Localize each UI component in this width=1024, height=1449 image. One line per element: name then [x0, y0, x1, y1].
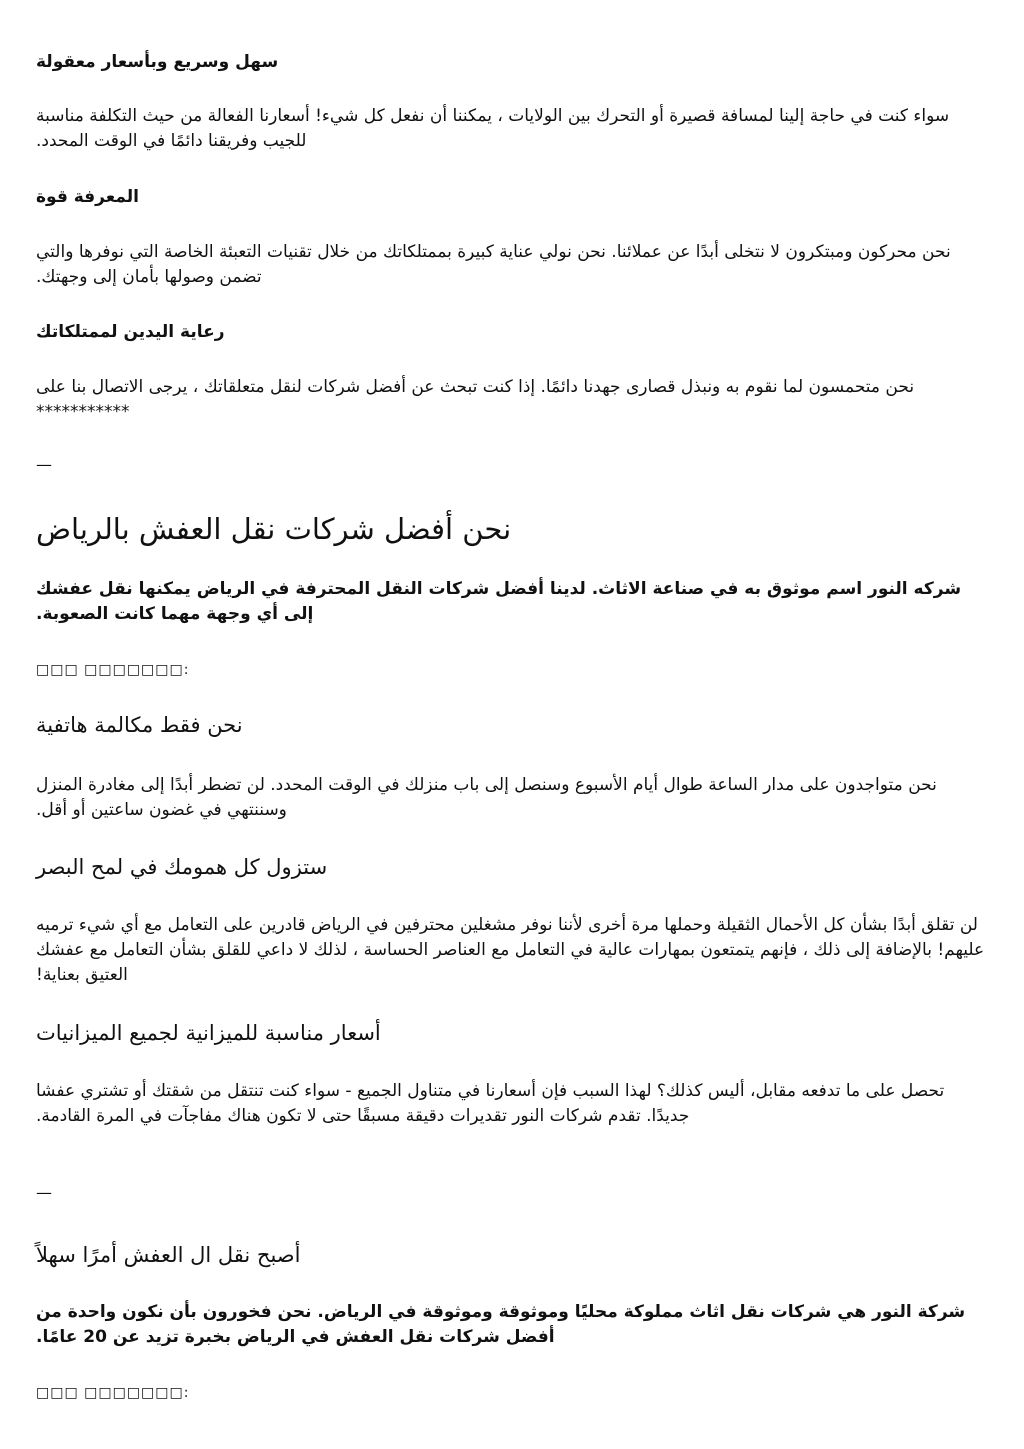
- feature-heading-worries: ستزول كل همومك في لمح البصر: [36, 855, 328, 879]
- section-text-easy-fast: سواء كنت في حاجة إلينا لمسافة قصيرة أو التحرك بين الولايات ، يمكننا أن نفعل كل شيء! أسعارنا الفعالة من حيث التكلفة مناسبة للجيب وفريقنا دائمًا في الوقت المحدد.: [36, 106, 950, 151]
- last-intro: شركة النور هي شركات نقل اثاث مملوكة محليًا وموثوقة وموثوقة في الرياض. نحن فخورون بأن نكون واحدة من أفضل شركات نقل العفش في الرياض بخبرة تزيد عن 20 عامًا.: [36, 1302, 966, 1347]
- section-heading-easy-fast: سهل وسريع وبأسعار معقولة: [36, 52, 279, 72]
- feature-text-phone-call: نحن متواجدون على مدار الساعة طوال أيام الأسبوع وسنصل إلى باب منزلك في الوقت المحدد. لن تضطر أبدًا إلى مغادرة المنزل وسننتهي في غضون ساعتين أو أقل.: [36, 775, 937, 820]
- main-intro: شركه النور اسم موثوق به في صناعة الاثاث. لدينا أفضل شركات النقل المحترفة في الرياض يمكنها نقل عفشك إلى أي وجهة مهما كانت الصعوبة.: [36, 579, 962, 624]
- missing-glyph-text-2: □□□ □□□□□□□:: [36, 1385, 190, 1401]
- missing-glyph-text-1: □□□ □□□□□□□:: [36, 662, 190, 678]
- feature-heading-prices: أسعار مناسبة للميزانية لجميع الميزانيات: [36, 1021, 381, 1045]
- feature-heading-phone-call: نحن فقط مكالمة هاتفية: [36, 713, 243, 737]
- feature-text-worries: لن تقلق أبدًا بشأن كل الأحمال الثقيلة وحملها مرة أخرى لأننا نوفر مشغلين محترفين في الرياض قادرين على التعامل مع أي شيء ترميه عليهم! بالإضافة إلى ذلك ، فإنهم يتمتعون بمهارات عالية في التعامل مع العناصر الحساسة ، لذلك لا داعي للقلق بشأن التعامل مع عفشك العتيق بعناية!: [36, 915, 985, 985]
- last-heading: أصبح نقل ال العفش أمرًا سهلاً: [36, 1243, 301, 1267]
- section-heading-knowledge: المعرفة قوة: [36, 187, 139, 207]
- main-heading: نحن أفضل شركات نقل العفش بالرياض: [36, 512, 512, 546]
- divider-1: —: [36, 455, 52, 474]
- section-text-knowledge: نحن محركون ومبتكرون لا نتخلى أبدًا عن عملائنا. نحن نولي عناية كبيرة بممتلكاتك من خلال تقنيات التعبئة الخاصة التي نوفرها والتي تضمن وصولها بأمان إلى وجهتك.: [36, 242, 951, 287]
- section-text-care: نحن متحمسون لما نقوم به ونبذل قصارى جهدنا دائمًا. إذا كنت تبحث عن أفضل شركات لنقل متعلقاتك ، يرجى الاتصال بنا على ***********: [36, 377, 915, 422]
- feature-text-prices: تحصل على ما تدفعه مقابل، أليس كذلك؟ لهذا السبب فإن أسعارنا في متناول الجميع - سواء كنت تنتقل من شقتك أو تشتري عفشا جديدًا. تقدم شركات النور تقديرات دقيقة مسبقًا حتى لا تكون هناك مفاجآت في المرة القادمة.: [36, 1081, 945, 1126]
- section-heading-care: رعاية اليدين لممتلكاتك: [36, 322, 225, 342]
- divider-2: —: [36, 1183, 52, 1202]
